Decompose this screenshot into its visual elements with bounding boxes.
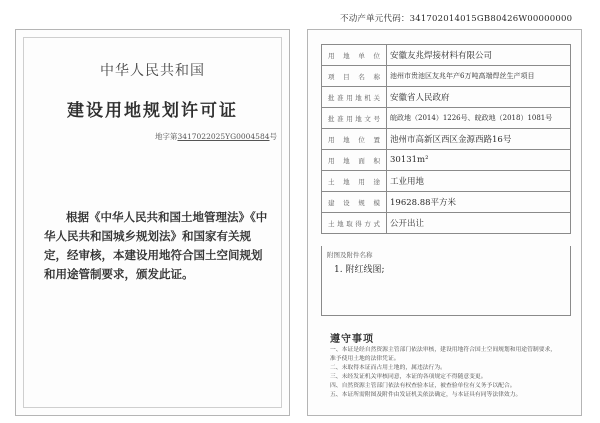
certificate-title: 建设用地规划许可证 — [67, 101, 238, 121]
certificate-body-text — [44, 208, 271, 284]
real-estate-unit-code: 不动产单元代码：341702014015GB80426W00000000 — [340, 14, 573, 24]
field-label: 批准用地机关 — [322, 87, 387, 108]
notes-title: 遵守事项 — [330, 334, 374, 345]
country-name: 中华人民共和国 — [100, 63, 205, 79]
table-row — [322, 108, 571, 129]
note-item: 一、本证是经自然资源主管部门依法审核，建设用地符合国土空间规划和用途管制要求，准予使用土地的法律凭证。 — [330, 347, 557, 362]
table-row — [322, 129, 571, 150]
note-item: 二、未取得本证而占用土地的，属违法行为。 — [330, 365, 446, 371]
note-item: 四、自然资源主管部门依法有权查验本证，被查验单位有义务予以配合。 — [330, 383, 516, 389]
land-info-table — [321, 44, 571, 234]
field-value: 池州市贵池区友兆年产6万吨高端焊丝生产项目 — [387, 66, 571, 87]
attachments-box — [321, 246, 571, 316]
field-value: 安徽友兆焊接材料有限公司 — [387, 45, 571, 66]
certificate-cover-panel — [15, 29, 290, 416]
field-value: 工业用地 — [387, 171, 571, 192]
table-row — [322, 66, 571, 87]
field-label: 批准用地文号 — [322, 108, 387, 129]
attachments-label: 附图及附件名称 — [327, 251, 373, 259]
body-paragraph: 根据《中华人民共和国土地管理法》《中华人民共和国城乡规划法》和国家有关规定，经审核，本建设用地符合国土空间规划和用途管制要求，颁发此证。 — [44, 210, 268, 281]
field-label: 项目名称 — [322, 66, 387, 87]
cert-prefix: 地字第 — [154, 132, 178, 141]
field-label: 用地位置 — [322, 129, 387, 150]
certificate-details-panel — [307, 29, 582, 416]
table-row — [322, 150, 571, 171]
field-value: 30131m² — [387, 150, 571, 171]
table-row — [322, 171, 571, 192]
field-value: 皖政地（2014）1226号、皖政地（2018）1081号 — [387, 108, 571, 129]
notes-list — [330, 346, 558, 400]
field-label: 土地用途 — [322, 171, 387, 192]
table-row — [322, 45, 571, 66]
cert-number-value: 3417022025YG0004584 — [177, 132, 270, 141]
note-item: 三、未经发证机关审核同意，本证的各项规定不得随意变更。 — [330, 374, 487, 380]
field-label: 用地面积 — [322, 150, 387, 171]
field-value: 池州市高新区西区金源西路16号 — [387, 129, 571, 150]
field-value: 19628.88平方米 — [387, 192, 571, 213]
cert-suffix: 号 — [269, 132, 277, 141]
field-label: 土地取得方式 — [322, 213, 387, 234]
table-row — [322, 213, 571, 234]
field-label: 用地单位 — [322, 45, 387, 66]
field-value: 安徽省人民政府 — [387, 87, 571, 108]
attachment-item: 1. 附红线图; — [334, 265, 385, 275]
table-row — [322, 192, 571, 213]
field-label: 建设规模 — [322, 192, 387, 213]
note-item: 五、本证所需附图及附件由发证机关依法确定，与本证具有同等法律效力。 — [330, 392, 522, 398]
certificate-number — [155, 131, 277, 142]
field-value: 公开出让 — [387, 213, 571, 234]
table-row — [322, 87, 571, 108]
